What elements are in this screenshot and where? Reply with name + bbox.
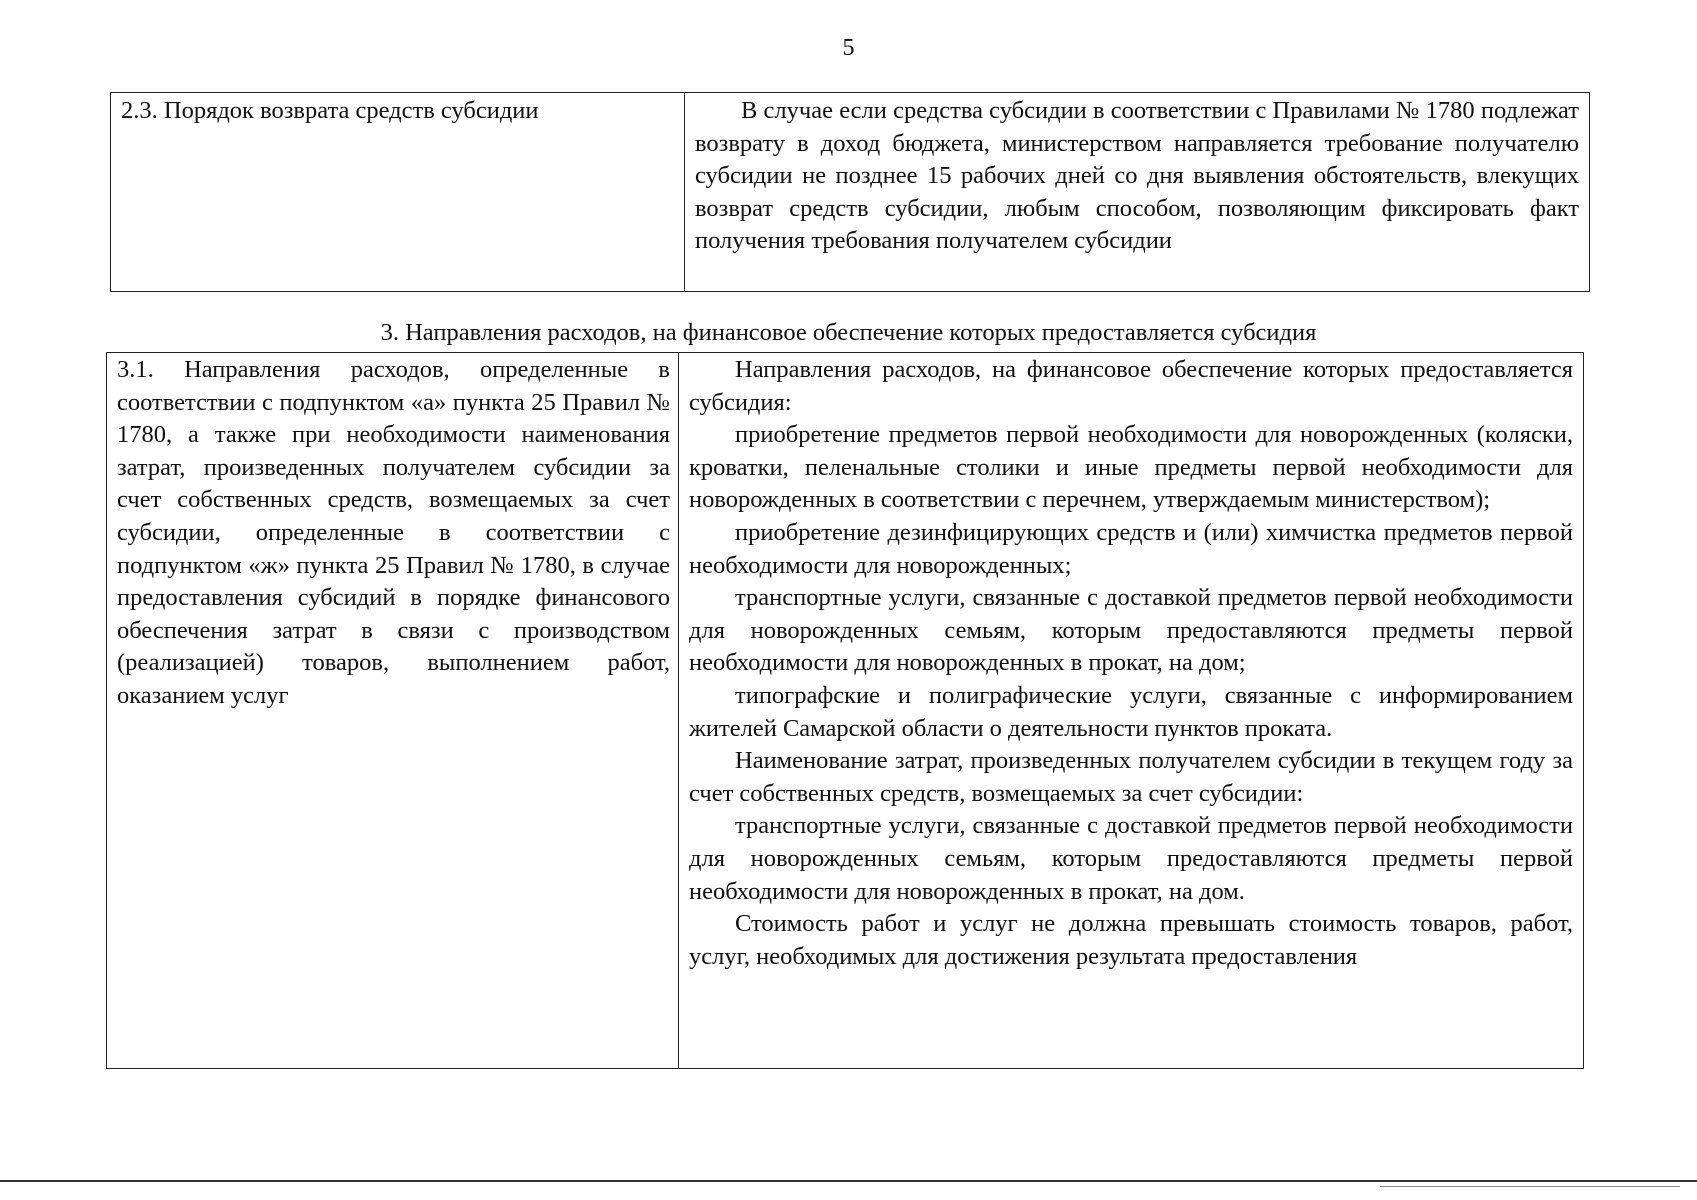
footer-rule [0,1180,1697,1182]
return-procedure-label: 2.3. Порядок возврата средств субсидии [111,93,685,291]
paragraph-expense-intro: Направления расходов, на финансовое обеспечение которых предоставляется субсидия: [689,356,1573,416]
section-3-title: 3. Направления расходов, на финансовое обеспечение которых предоставляется субсидия [380,319,1317,346]
paragraph-printing: типографские и полиграфические услуги, связанные с информированием жителей Самарской области о деятельности пунктов проката. [689,681,1573,742]
expense-directions-label: 3.1. Направления расходов, определенные в соответствии с подпунктом «а» пункта 25 Правил № 1780, а также при необходимости наименования затрат, произведенных получателем субсидии за счет собственных средств, возмещаемых за счет субсидии, определенные в соответствии с подпунктом «ж» пункта 25 Правил № 1780, в случае предоставления субсидий в порядке финансового обеспечения затрат в связи с производством (реализацией) товаров, выполнением работ, оказанием услуг [107,353,679,1068]
return-procedure-table [110,92,1590,292]
expense-directions-text [679,353,1583,1068]
expense-directions-table [106,352,1584,1069]
paragraph-newborn-items: приобретение предметов первой необходимости для новорожденных (коляски, кроватки, пеленальные столики и иные предметы первой необходимости для новорожденных в соответствии с перечнем, утверждаемым министерством); [689,421,1573,514]
paragraph-own-costs-transport: транспортные услуги, связанные с доставкой предметов первой необходимости для новорожденных семьям, которым предоставляются предметы первой необходимости для новорожденных в прокат, на дом. [689,812,1573,905]
page-number: 5 [842,35,855,61]
return-procedure-text: В случае если средства субсидии в соответствии с Правилами № 1780 подлежат возврату в доход бюджета, министерством направляется требование получателю субсидии не позднее 15 рабочих дней со дня выявления обстоятельств, влекущих возврат средств субсидии, любым способом, позволяющим фиксировать факт получения требования получателем субсидии [695,97,1579,255]
footer-rule-secondary [1380,1186,1680,1187]
paragraph-cost-limit: Стоимость работ и услуг не должна превышать стоимость товаров, работ, услуг, необходимых для достижения результата предоставления [689,910,1573,970]
paragraph-own-costs-intro: Наименование затрат, произведенных получателем субсидии в текущем году за счет собственных средств, возмещаемых за счет субсидии: [689,747,1573,807]
paragraph-disinfection: приобретение дезинфицирующих средств и (или) химчистка предметов первой необходимости для новорожденных; [689,518,1573,579]
paragraph-transport: транспортные услуги, связанные с доставкой предметов первой необходимости для новорожденных семьям, которым предоставляются предметы первой необходимости для новорожденных в прокат, на дом; [689,584,1573,677]
